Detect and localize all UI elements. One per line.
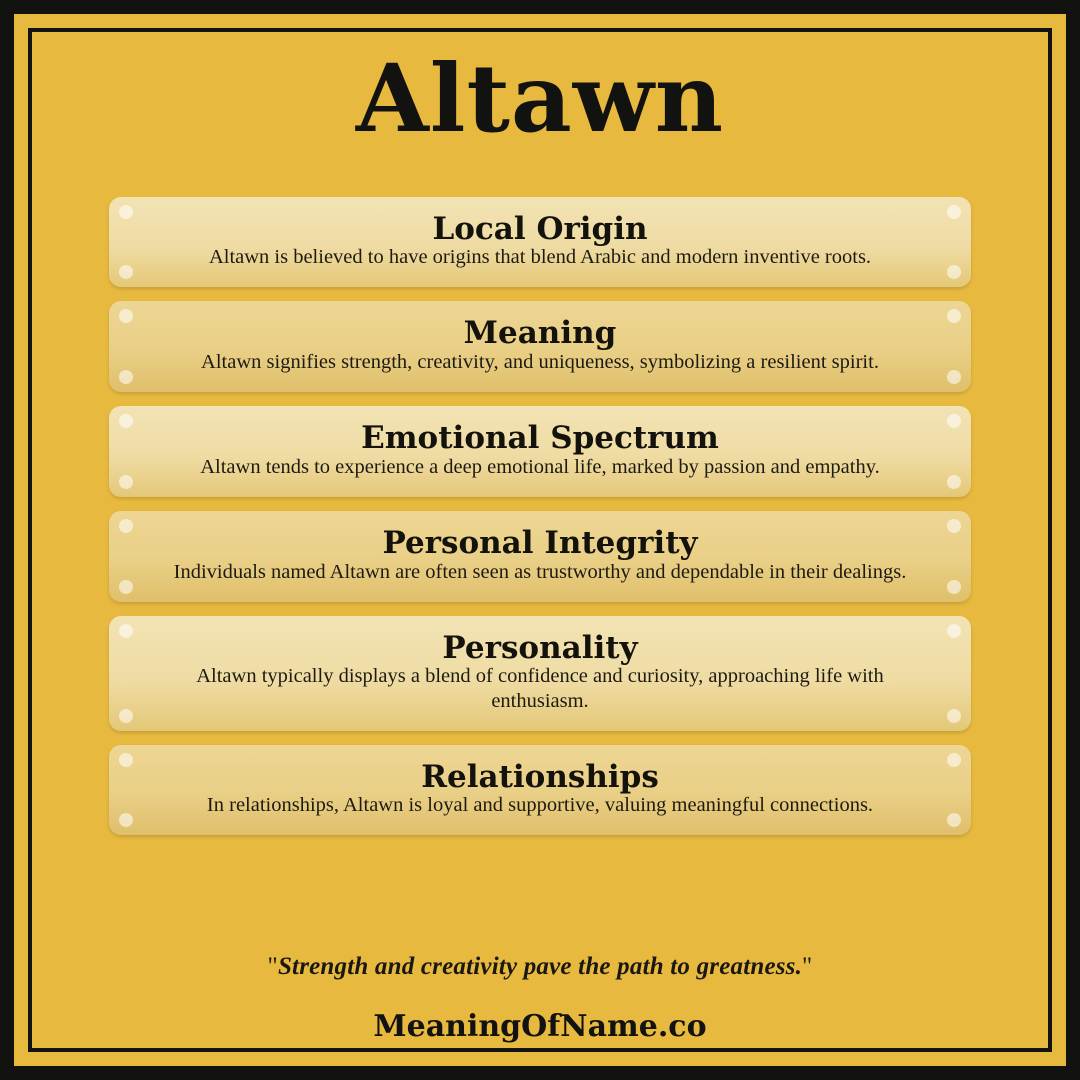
quote-line [80,953,1000,981]
section-card-emotional-spectrum [109,406,971,497]
card-knob-icon [947,709,961,723]
card-knob-icon [119,370,133,384]
poster-footer [80,953,1000,1044]
card-knob-icon [119,205,133,219]
card-knob-icon [119,475,133,489]
quote-close-mark: " [802,953,813,981]
sections-list [109,197,971,836]
section-text: Altawn signifies strength, creativity, and uniqueness, symbolizing a resilient spirit. [201,351,879,374]
section-text: Individuals named Altawn are often seen as trustworthy and dependable in their dealings. [173,560,907,583]
card-knob-icon [947,265,961,279]
card-knob-icon [947,205,961,219]
quote-text: Strength and creativity pave the path to greatness. [277,953,803,981]
page-title: Altawn [355,44,725,154]
section-card-relationships [109,745,971,836]
card-knob-icon [119,265,133,279]
card-knob-icon [947,580,961,594]
card-knob-icon [947,813,961,827]
section-text: Altawn is believed to have origins that blend Arabic and modern inventive roots. [208,246,872,269]
section-heading: Personal Integrity [382,524,698,561]
card-knob-icon [947,519,961,533]
section-heading: Relationships [421,758,659,795]
section-card-personal-integrity [109,511,971,602]
section-text: Altawn tends to experience a deep emotional life, marked by passion and empathy. [200,455,880,478]
card-knob-icon [947,370,961,384]
card-knob-icon [119,753,133,767]
section-heading: Personality [442,629,638,666]
section-text: In relationships, Altawn is loyal and supportive, valuing meaningful connections. [206,794,874,817]
card-knob-icon [119,624,133,638]
brand-name: MeaningOfName.co [373,1009,707,1045]
section-card-meaning [109,301,971,392]
card-knob-icon [119,414,133,428]
card-knob-icon [119,309,133,323]
card-knob-icon [947,309,961,323]
section-heading: Local Origin [432,210,648,247]
card-knob-icon [119,813,133,827]
card-knob-icon [119,519,133,533]
card-knob-icon [947,414,961,428]
section-heading: Meaning [463,315,617,352]
card-knob-icon [947,475,961,489]
card-knob-icon [119,709,133,723]
card-knob-icon [119,580,133,594]
section-card-personality [109,616,971,731]
quote-open-mark: " [267,953,278,981]
section-card-local-origin [109,197,971,288]
card-knob-icon [947,753,961,767]
section-heading: Emotional Spectrum [361,420,719,457]
poster-content [0,14,1080,1044]
card-knob-icon [947,624,961,638]
section-text: Altawn typically displays a blend of confidence and curiosity, approaching life with enthusiasm. [196,665,884,712]
